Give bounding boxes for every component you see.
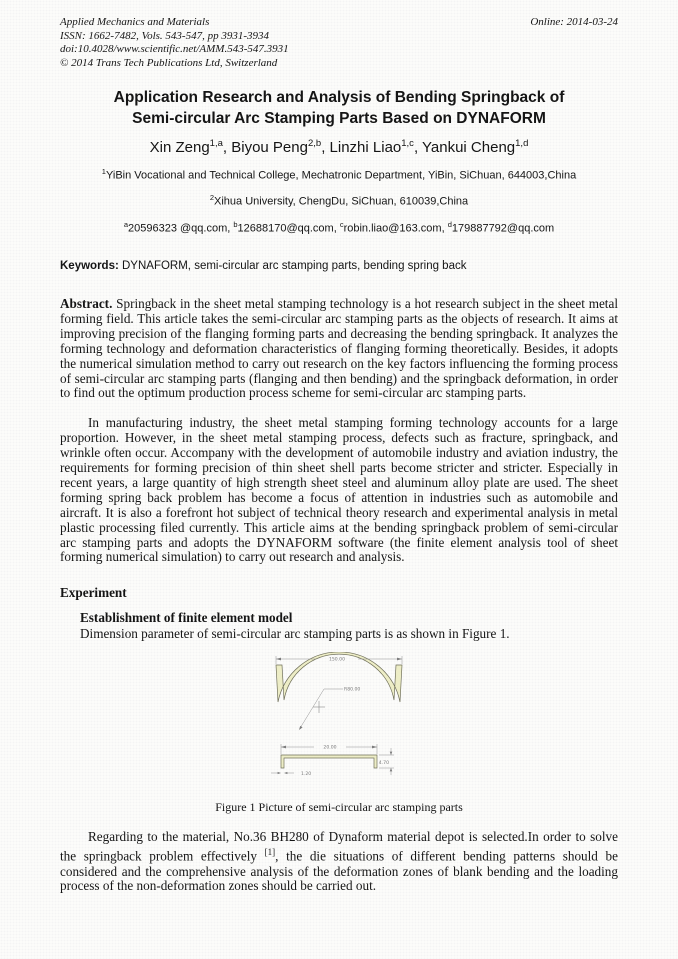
email-sup-c: c xyxy=(339,220,344,230)
material-paragraph xyxy=(60,830,618,894)
abstract-text: Springback in the sheet metal stamping technology is a hot research subject in the sheet metal forming field. This article takes the semi-circular arc stamping parts as the objects of research. It aims at improving precision of the flanging forming parts and decreasing the bending springback. It analyzes the forming technology and deformation characteristics of flanging forming theoretically. Besides, it adopts the numerical simulation method to carry out research on the key factors influencing the forming process of semi-circular arc stamping parts (flanging and then bending) and the springback deformation, in order to find out the optimum production process scheme for semi-circular arc stamping parts. xyxy=(60,295,618,401)
arc-center-mark xyxy=(313,701,325,713)
abstract-label: Abstract. xyxy=(60,295,117,311)
affiliation-2-text: Xihua University, ChengDu, SiChuan, 610039,China xyxy=(214,195,469,208)
journal-info xyxy=(60,16,289,70)
abstract-paragraph xyxy=(60,297,618,401)
journal-doi-line: doi:10.4028/www.scientific.net/AMM.543-547.3931 xyxy=(60,43,289,55)
paper-title-line-1: Application Research and Analysis of Bending Springback of xyxy=(113,89,565,106)
dimension-radius xyxy=(299,687,360,730)
citation-ref-1: [1] xyxy=(264,847,276,858)
email-a: 20596323 @qq.com, xyxy=(128,222,234,235)
affiliation-1-sup: 1 xyxy=(101,167,106,176)
author-sep-1: , xyxy=(222,139,232,156)
keywords-label: Keywords: xyxy=(60,259,122,272)
material-paragraph-text: Regarding to the material, No.36 BH280 of Dynaform material depot is selected.In order to solve the springback problem effectively xyxy=(60,829,618,864)
author-sup-4: 1,d xyxy=(515,138,529,149)
affiliation-1 xyxy=(60,167,618,182)
authors-line xyxy=(60,138,618,156)
author-sep-3: , xyxy=(413,139,423,156)
material-paragraph-text-after: , the die situations of different bending patterns should be considered and the comprehensive analysis of the deformation zones of blank bending and the loading process of the non-deformation zones should be carried out. xyxy=(60,848,618,894)
online-date: Online: 2014-03-24 xyxy=(530,16,618,28)
keywords-line xyxy=(60,260,618,272)
email-sup-a: a xyxy=(123,220,128,230)
journal-title: Applied Mechanics and Materials xyxy=(60,16,210,28)
affiliation-2-sup: 2 xyxy=(209,192,214,202)
dimension-thickness xyxy=(271,771,311,777)
dim-label-radius: R80.00 xyxy=(344,687,361,693)
section-heading-experiment: Experiment xyxy=(60,585,127,601)
dim-label-width-profile: 20.00 xyxy=(323,745,337,751)
part-profile-shape xyxy=(281,755,377,768)
paper-title xyxy=(60,87,618,129)
email-sup-b: b xyxy=(233,220,238,230)
affiliation-2 xyxy=(60,193,618,208)
dimension-width-profile xyxy=(281,744,377,754)
email-d: 179887792@qq.com xyxy=(451,222,555,235)
stamping-part-drawing xyxy=(254,652,424,794)
author-sup-1: 1,a xyxy=(209,138,223,149)
introduction-paragraph: In manufacturing industry, the sheet metal stamping forming technology accounts for a large proportion. However, in the sheet metal stamping process, defects such as fracture, springback, and wrinkle often occur. Accompany with the development of automobile industry and aviation industry, the requirements for forming precision of thin sheet shell parts become stricter and stricter. Especially in recent years, a large quantity of high strength sheet steel and aluminum alloy plate are used. The sheet forming spring back problem has become a focus of attention in industries such as automobile and aircraft. It is also a forefront hot subject of technical theory research and experimental analysis in metal plastic processing filed currently. This article aims at the bending springback problem of semi-circular arc stamping parts and adopts the DYNAFORM software (the finite element analysis tool of sheet forming numerical simulation) to carry out research and analysis. xyxy=(60,415,618,565)
author-emails-line xyxy=(60,220,618,235)
journal-issn-line: ISSN: 1662-7482, Vols. 543-547, pp 3931-3934 xyxy=(60,29,269,42)
author-name-3: Linzhi Liao xyxy=(329,139,402,156)
author-name-1: Xin Zeng xyxy=(149,139,210,156)
email-sup-d: d xyxy=(447,220,452,230)
dimension-height-profile xyxy=(379,748,394,775)
figure-1 xyxy=(60,652,618,815)
email-c: robin.liao@163.com, xyxy=(343,222,448,235)
paper-title-line-2: Semi-circular Arc Stamping Parts Based on DYNAFORM xyxy=(132,110,546,127)
dim-label-height-profile: 4.70 xyxy=(378,761,389,767)
author-name-2: Biyou Peng xyxy=(231,139,308,156)
figure-1-caption: Figure 1 Picture of semi-circular arc stamping parts xyxy=(215,800,463,815)
dim-label-thickness: 1.20 xyxy=(301,772,312,778)
journal-copyright-line: © 2014 Trans Tech Publications Ltd, Switzerland xyxy=(60,56,278,69)
author-sep-2: , xyxy=(321,139,330,156)
affiliation-1-text: YiBin Vocational and Technical College, Mechatronic Department, YiBin, SiChuan, 644003,China xyxy=(105,169,577,182)
dim-label-width-top: 150.00 xyxy=(328,658,346,664)
author-sup-3: 1,c xyxy=(401,138,414,149)
keywords-text: DYNAFORM, semi-circular arc stamping parts, bending spring back xyxy=(122,259,467,272)
dimension-width-top xyxy=(276,656,402,664)
journal-header xyxy=(60,16,618,70)
subsection-heading-finite-element-model: Establishment of finite element model xyxy=(80,610,293,626)
figure-lead-sentence: Dimension parameter of semi-circular arc stamping parts is as shown in Figure 1. xyxy=(80,626,510,642)
email-b: 12688170@qq.com, xyxy=(237,222,340,235)
author-name-4: Yankui Cheng xyxy=(422,139,516,156)
author-sup-2: 2,b xyxy=(307,138,322,149)
